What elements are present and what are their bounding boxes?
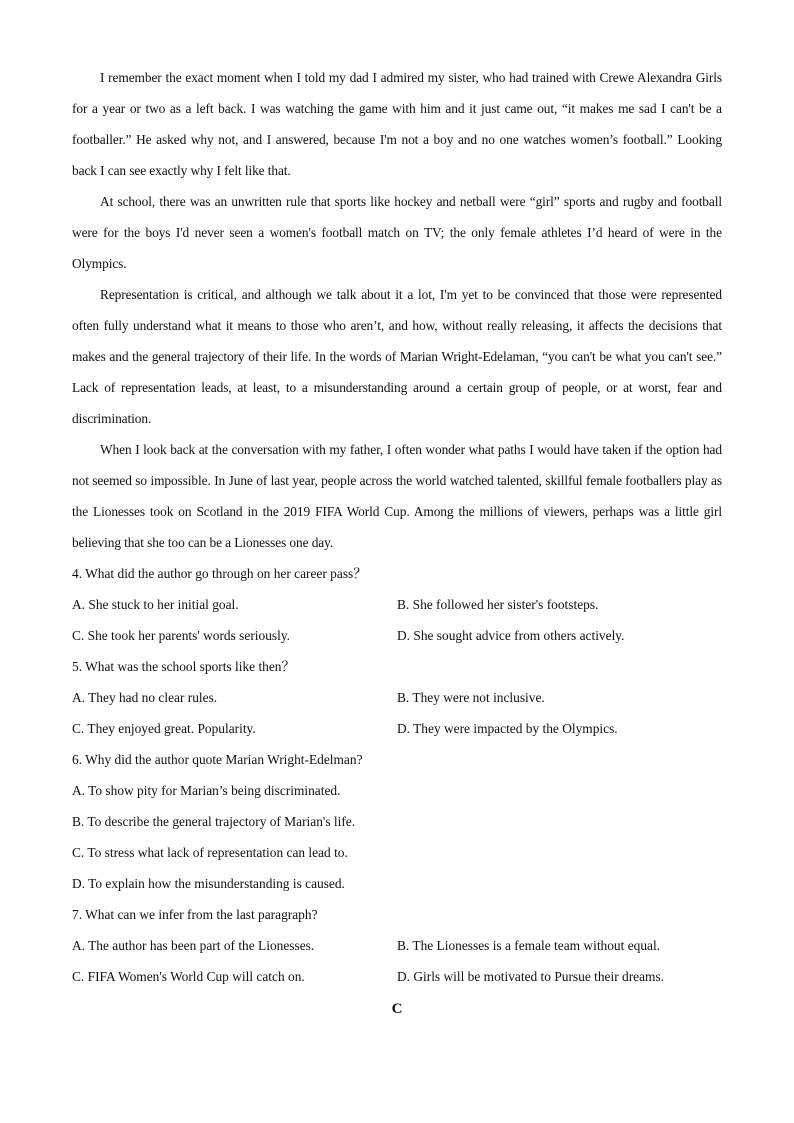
option-a: A. They had no clear rules. <box>72 690 218 705</box>
question-5 <box>72 651 722 744</box>
question-7 <box>72 899 722 992</box>
option-d: D. They were impacted by the Olympics. <box>397 721 618 736</box>
option-a: A. To show pity for Marian’s being discriminated. <box>72 783 341 798</box>
option-row <box>72 589 722 620</box>
option-b: B. She followed her sister's footsteps. <box>397 597 599 612</box>
question-stem: 7. What can we infer from the last paragraph? <box>72 907 318 922</box>
question-4 <box>72 558 722 651</box>
passage-paragraph-4: When I look back at the conversation with my father, I often wonder what paths I would have taken if the option had not seemed so impossible. In June of last year, people across the world watched talented, skillful female footballers play as the Lionesses took on Scotland in the 2019 FIFA World Cup. Among the millions of viewers, perhaps was a little girl believing that she too can be a Lionesses one day. <box>72 442 722 550</box>
option-a: A. She stuck to her initial goal. <box>72 597 239 612</box>
exam-page <box>72 62 722 1025</box>
option-b: B. To describe the general trajectory of Marian's life. <box>72 814 356 829</box>
option-row <box>72 620 722 651</box>
passage-paragraph-2: At school, there was an unwritten rule that sports like hockey and netball were “girl” sports and rugby and football were for the boys I'd never seen a women's football match on TV; the only female athletes I’d heard of were in the Olympics. <box>72 194 722 271</box>
option-b: B. The Lionesses is a female team without equal. <box>397 938 661 953</box>
section-label: C <box>391 1001 403 1017</box>
question-6 <box>72 744 722 899</box>
option-row <box>72 961 722 992</box>
option-d: D. To explain how the misunderstanding is caused. <box>72 876 345 891</box>
question-stem: 4. What did the author go through on her career pass？ <box>72 566 367 581</box>
option-d: D. She sought advice from others actively. <box>397 628 625 643</box>
option-c: C. To stress what lack of representation can lead to. <box>72 845 348 860</box>
passage-paragraph-3: Representation is critical, and although we talk about it a lot, I'm yet to be convinced that those were represented often fully understand what it means to those who aren’t, and how, without really releasing, it affects the decisions that makes and the general trajectory of their life. In the words of Marian Wright-Edelaman, “you can't be what you can't see.” Lack of representation leads, at least, to a misunderstanding around a certain group of people, or at worst, fear and discrimination. <box>72 287 722 426</box>
option-c: C. They enjoyed great. Popularity. <box>72 721 256 736</box>
option-d: D. Girls will be motivated to Pursue their dreams. <box>397 969 665 984</box>
option-row <box>72 713 722 744</box>
option-c: C. FIFA Women's World Cup will catch on. <box>72 969 305 984</box>
option-a: A. The author has been part of the Lionesses. <box>72 938 315 953</box>
question-stem: 5. What was the school sports like then？ <box>72 659 295 674</box>
question-stem: 6. Why did the author quote Marian Wright-Edelman? <box>72 752 363 767</box>
option-row <box>72 682 722 713</box>
passage-paragraph-1: I remember the exact moment when I told my dad I admired my sister, who had trained with Crewe Alexandra Girls for a year or two as a left back. I was watching the game with him and it just came out, “it makes me sad I can't be a footballer.” He asked why not, and I answered, because I'm not a boy and no one watches women’s football.” Looking back I can see exactly why I felt like that. <box>72 70 722 178</box>
option-c: C. She took her parents' words seriously. <box>72 628 290 643</box>
option-row <box>72 930 722 961</box>
option-b: B. They were not inclusive. <box>397 690 545 705</box>
